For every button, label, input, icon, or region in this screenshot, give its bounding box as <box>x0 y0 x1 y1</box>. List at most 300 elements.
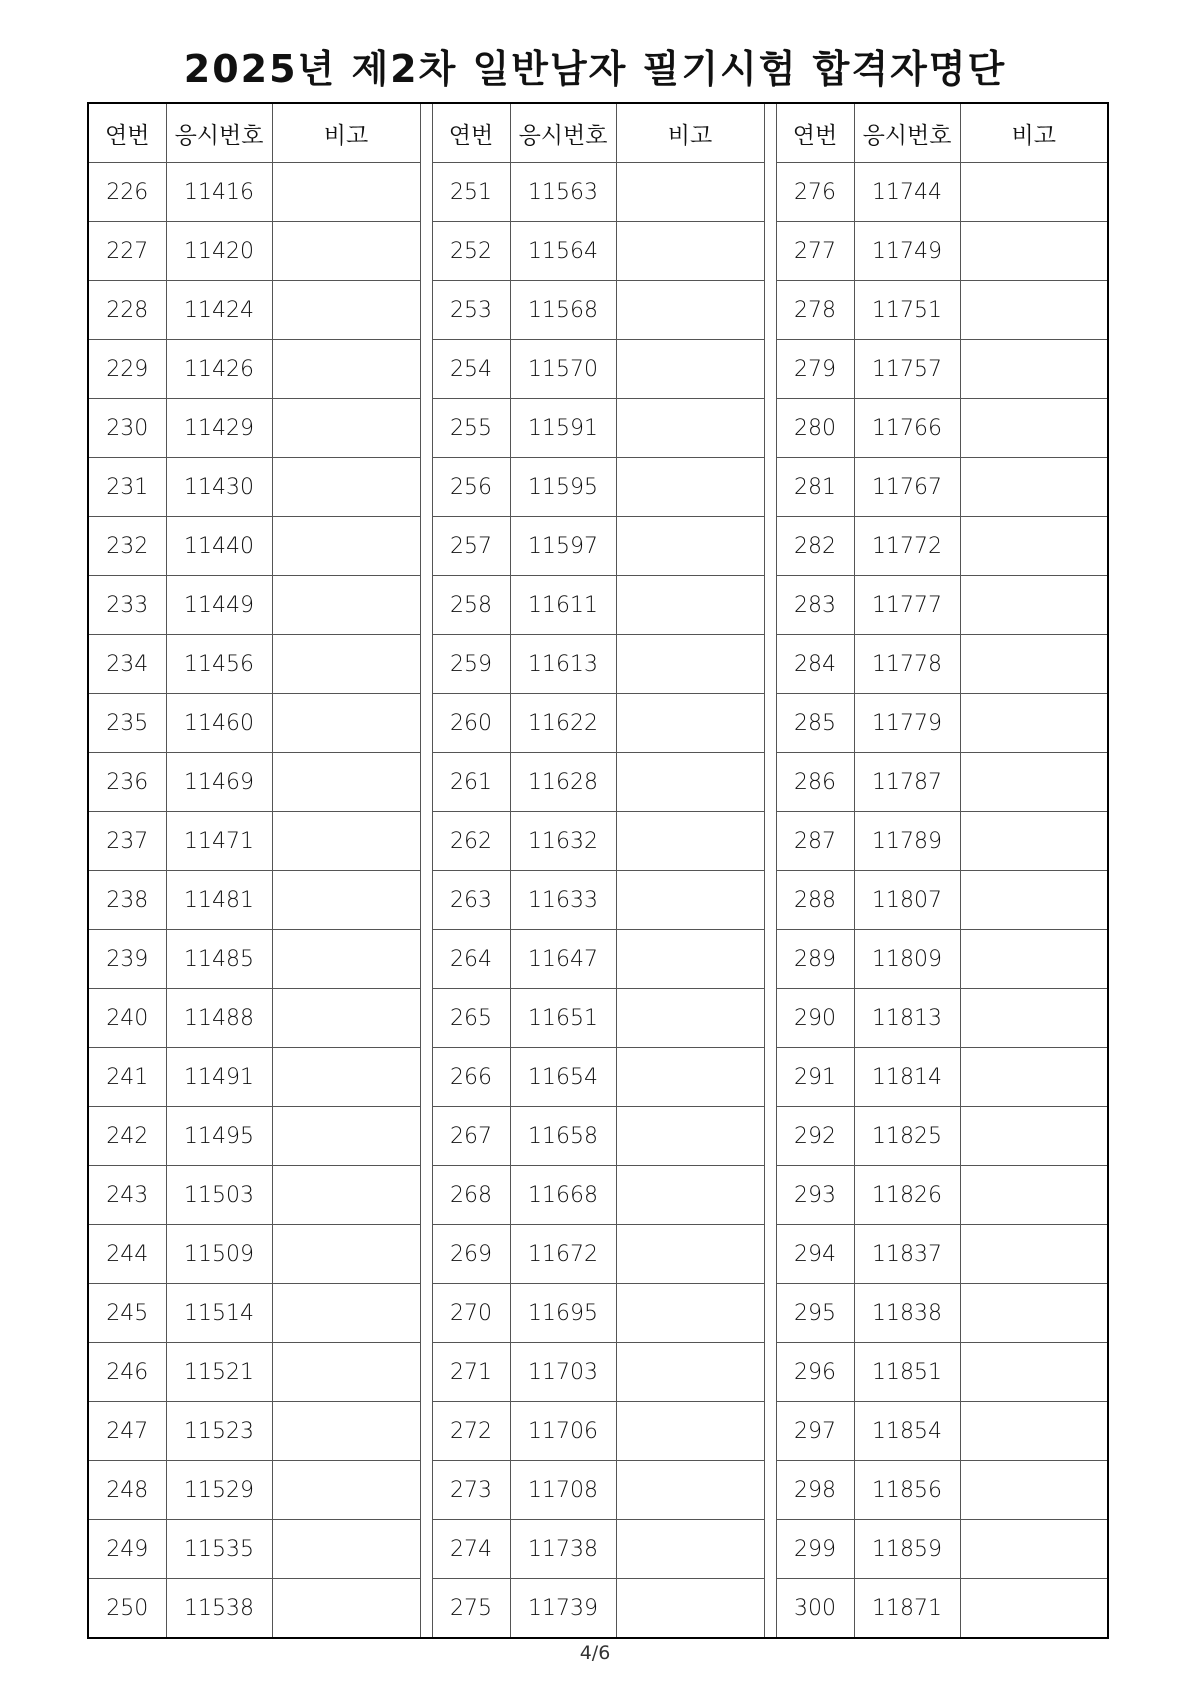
exam-no-cell: 11481 <box>166 871 272 930</box>
exam-no-cell: 11668 <box>510 1166 616 1225</box>
exam-no-cell: 11491 <box>166 1048 272 1107</box>
exam-no-cell: 11416 <box>166 163 272 222</box>
results-table <box>87 102 1109 1639</box>
exam-no-cell: 11837 <box>854 1225 960 1284</box>
seq-cell: 296 <box>776 1343 854 1402</box>
exam-no-cell: 11647 <box>510 930 616 989</box>
exam-no-cell: 11456 <box>166 635 272 694</box>
note-cell <box>616 281 764 340</box>
column-gap <box>420 517 432 576</box>
column-gap <box>764 517 776 576</box>
note-cell <box>960 871 1108 930</box>
note-cell <box>960 1579 1108 1639</box>
note-cell <box>272 812 420 871</box>
seq-cell: 284 <box>776 635 854 694</box>
note-cell <box>960 1284 1108 1343</box>
column-gap <box>764 340 776 399</box>
column-gap <box>420 1520 432 1579</box>
exam-no-cell: 11826 <box>854 1166 960 1225</box>
column-gap <box>764 103 776 163</box>
seq-cell: 262 <box>432 812 510 871</box>
exam-no-cell: 11529 <box>166 1461 272 1520</box>
exam-no-cell: 11429 <box>166 399 272 458</box>
header-note: 비고 <box>616 103 764 163</box>
column-gap <box>420 103 432 163</box>
note-cell <box>272 576 420 635</box>
seq-cell: 264 <box>432 930 510 989</box>
note-cell <box>616 1107 764 1166</box>
column-gap <box>764 989 776 1048</box>
seq-cell: 229 <box>88 340 166 399</box>
note-cell <box>616 753 764 812</box>
column-gap <box>420 281 432 340</box>
seq-cell: 267 <box>432 1107 510 1166</box>
seq-cell: 270 <box>432 1284 510 1343</box>
table-row <box>88 1166 1108 1225</box>
column-gap <box>420 930 432 989</box>
exam-no-cell: 11632 <box>510 812 616 871</box>
seq-cell: 280 <box>776 399 854 458</box>
table-row <box>88 930 1108 989</box>
seq-cell: 259 <box>432 635 510 694</box>
note-cell <box>616 812 764 871</box>
table-row <box>88 871 1108 930</box>
seq-cell: 300 <box>776 1579 854 1639</box>
seq-cell: 292 <box>776 1107 854 1166</box>
exam-no-cell: 11488 <box>166 989 272 1048</box>
seq-cell: 235 <box>88 694 166 753</box>
note-cell <box>616 1402 764 1461</box>
header-note: 비고 <box>960 103 1108 163</box>
exam-no-cell: 11751 <box>854 281 960 340</box>
exam-no-cell: 11430 <box>166 458 272 517</box>
note-cell <box>960 458 1108 517</box>
seq-cell: 263 <box>432 871 510 930</box>
seq-cell: 268 <box>432 1166 510 1225</box>
note-cell <box>616 1166 764 1225</box>
column-gap <box>420 1107 432 1166</box>
exam-no-cell: 11825 <box>854 1107 960 1166</box>
note-cell <box>960 281 1108 340</box>
seq-cell: 237 <box>88 812 166 871</box>
exam-no-cell: 11777 <box>854 576 960 635</box>
note-cell <box>272 1166 420 1225</box>
exam-no-cell: 11449 <box>166 576 272 635</box>
table-row <box>88 989 1108 1048</box>
note-cell <box>616 458 764 517</box>
seq-cell: 285 <box>776 694 854 753</box>
exam-no-cell: 11485 <box>166 930 272 989</box>
header-note: 비고 <box>272 103 420 163</box>
exam-no-cell: 11509 <box>166 1225 272 1284</box>
header-seq: 연번 <box>432 103 510 163</box>
exam-no-cell: 11859 <box>854 1520 960 1579</box>
table-row <box>88 1343 1108 1402</box>
note-cell <box>272 989 420 1048</box>
column-gap <box>764 871 776 930</box>
seq-cell: 234 <box>88 635 166 694</box>
seq-cell: 244 <box>88 1225 166 1284</box>
column-gap <box>764 1520 776 1579</box>
exam-no-cell: 11856 <box>854 1461 960 1520</box>
column-gap <box>764 399 776 458</box>
note-cell <box>960 1166 1108 1225</box>
column-gap <box>764 458 776 517</box>
column-gap <box>764 812 776 871</box>
column-gap <box>764 163 776 222</box>
note-cell <box>272 281 420 340</box>
note-cell <box>616 871 764 930</box>
exam-no-cell: 11809 <box>854 930 960 989</box>
column-gap <box>420 1343 432 1402</box>
exam-no-cell: 11469 <box>166 753 272 812</box>
exam-no-cell: 11424 <box>166 281 272 340</box>
exam-no-cell: 11851 <box>854 1343 960 1402</box>
column-gap <box>420 1225 432 1284</box>
header-exam-no: 응시번호 <box>510 103 616 163</box>
exam-no-cell: 11523 <box>166 1402 272 1461</box>
table-row <box>88 1402 1108 1461</box>
seq-cell: 269 <box>432 1225 510 1284</box>
note-cell <box>616 1579 764 1639</box>
table-row <box>88 1461 1108 1520</box>
note-cell <box>960 812 1108 871</box>
note-cell <box>272 694 420 753</box>
note-cell <box>616 1284 764 1343</box>
exam-no-cell: 11779 <box>854 694 960 753</box>
note-cell <box>960 753 1108 812</box>
exam-no-cell: 11749 <box>854 222 960 281</box>
note-cell <box>272 1461 420 1520</box>
exam-no-cell: 11757 <box>854 340 960 399</box>
note-cell <box>616 399 764 458</box>
note-cell <box>960 222 1108 281</box>
note-cell <box>960 1520 1108 1579</box>
column-gap <box>420 989 432 1048</box>
exam-no-cell: 11420 <box>166 222 272 281</box>
exam-no-cell: 11838 <box>854 1284 960 1343</box>
note-cell <box>616 163 764 222</box>
note-cell <box>272 399 420 458</box>
column-gap <box>764 1284 776 1343</box>
note-cell <box>960 399 1108 458</box>
exam-no-cell: 11613 <box>510 635 616 694</box>
table-row <box>88 635 1108 694</box>
column-gap <box>420 694 432 753</box>
table-row <box>88 694 1108 753</box>
seq-cell: 298 <box>776 1461 854 1520</box>
exam-no-cell: 11597 <box>510 517 616 576</box>
table-row <box>88 812 1108 871</box>
exam-no-cell: 11706 <box>510 1402 616 1461</box>
exam-no-cell: 11703 <box>510 1343 616 1402</box>
seq-cell: 294 <box>776 1225 854 1284</box>
note-cell <box>272 517 420 576</box>
column-gap <box>420 1166 432 1225</box>
seq-cell: 258 <box>432 576 510 635</box>
exam-no-cell: 11503 <box>166 1166 272 1225</box>
page-number: 4/6 <box>579 1642 611 1664</box>
column-gap <box>764 1166 776 1225</box>
note-cell <box>960 576 1108 635</box>
exam-no-cell: 11813 <box>854 989 960 1048</box>
column-gap <box>420 871 432 930</box>
note-cell <box>616 1343 764 1402</box>
note-cell <box>960 1461 1108 1520</box>
note-cell <box>272 458 420 517</box>
column-gap <box>420 1461 432 1520</box>
exam-no-cell: 11807 <box>854 871 960 930</box>
table-row <box>88 1107 1108 1166</box>
column-gap <box>764 930 776 989</box>
seq-cell: 249 <box>88 1520 166 1579</box>
exam-no-cell: 11521 <box>166 1343 272 1402</box>
seq-cell: 291 <box>776 1048 854 1107</box>
table-row <box>88 753 1108 812</box>
note-cell <box>960 1225 1108 1284</box>
exam-no-cell: 11767 <box>854 458 960 517</box>
seq-cell: 257 <box>432 517 510 576</box>
note-cell <box>960 1343 1108 1402</box>
table-row <box>88 517 1108 576</box>
note-cell <box>960 517 1108 576</box>
column-gap <box>764 1048 776 1107</box>
note-cell <box>960 635 1108 694</box>
column-gap <box>420 458 432 517</box>
table-row <box>88 1579 1108 1639</box>
seq-cell: 260 <box>432 694 510 753</box>
header-exam-no: 응시번호 <box>854 103 960 163</box>
column-gap <box>764 1225 776 1284</box>
column-gap <box>764 753 776 812</box>
column-gap <box>420 576 432 635</box>
column-gap <box>764 1461 776 1520</box>
table-row <box>88 1048 1108 1107</box>
note-cell <box>616 1225 764 1284</box>
exam-no-cell: 11595 <box>510 458 616 517</box>
seq-cell: 290 <box>776 989 854 1048</box>
note-cell <box>272 753 420 812</box>
exam-no-cell: 11535 <box>166 1520 272 1579</box>
exam-no-cell: 11814 <box>854 1048 960 1107</box>
table-row <box>88 1225 1108 1284</box>
note-cell <box>960 1107 1108 1166</box>
note-cell <box>960 340 1108 399</box>
seq-cell: 251 <box>432 163 510 222</box>
exam-no-cell: 11871 <box>854 1579 960 1639</box>
exam-no-cell: 11738 <box>510 1520 616 1579</box>
exam-no-cell: 11440 <box>166 517 272 576</box>
table-row <box>88 163 1108 222</box>
exam-no-cell: 11564 <box>510 222 616 281</box>
seq-cell: 240 <box>88 989 166 1048</box>
seq-cell: 278 <box>776 281 854 340</box>
note-cell <box>272 1520 420 1579</box>
exam-no-cell: 11739 <box>510 1579 616 1639</box>
note-cell <box>272 1579 420 1639</box>
seq-cell: 299 <box>776 1520 854 1579</box>
table-row <box>88 1520 1108 1579</box>
seq-cell: 230 <box>88 399 166 458</box>
seq-cell: 287 <box>776 812 854 871</box>
seq-cell: 272 <box>432 1402 510 1461</box>
column-gap <box>764 694 776 753</box>
seq-cell: 254 <box>432 340 510 399</box>
exam-no-cell: 11495 <box>166 1107 272 1166</box>
seq-cell: 231 <box>88 458 166 517</box>
seq-cell: 243 <box>88 1166 166 1225</box>
note-cell <box>960 930 1108 989</box>
note-cell <box>272 163 420 222</box>
seq-cell: 282 <box>776 517 854 576</box>
exam-no-cell: 11708 <box>510 1461 616 1520</box>
note-cell <box>616 576 764 635</box>
seq-cell: 239 <box>88 930 166 989</box>
note-cell <box>272 1048 420 1107</box>
note-cell <box>616 694 764 753</box>
table-row <box>88 1284 1108 1343</box>
seq-cell: 227 <box>88 222 166 281</box>
note-cell <box>960 1048 1108 1107</box>
exam-no-cell: 11471 <box>166 812 272 871</box>
exam-no-cell: 11787 <box>854 753 960 812</box>
seq-cell: 293 <box>776 1166 854 1225</box>
exam-no-cell: 11568 <box>510 281 616 340</box>
column-gap <box>764 1107 776 1166</box>
note-cell <box>616 989 764 1048</box>
note-cell <box>272 222 420 281</box>
seq-cell: 256 <box>432 458 510 517</box>
exam-no-cell: 11628 <box>510 753 616 812</box>
column-gap <box>420 399 432 458</box>
exam-no-cell: 11766 <box>854 399 960 458</box>
note-cell <box>616 635 764 694</box>
seq-cell: 295 <box>776 1284 854 1343</box>
note-cell <box>616 930 764 989</box>
column-gap <box>764 1579 776 1639</box>
seq-cell: 245 <box>88 1284 166 1343</box>
exam-no-cell: 11563 <box>510 163 616 222</box>
seq-cell: 288 <box>776 871 854 930</box>
seq-cell: 253 <box>432 281 510 340</box>
seq-cell: 273 <box>432 1461 510 1520</box>
column-gap <box>764 576 776 635</box>
seq-cell: 289 <box>776 930 854 989</box>
page-title: 2025년 제2차 일반남자 필기시험 합격자명단 <box>183 47 1007 91</box>
column-gap <box>420 1579 432 1639</box>
note-cell <box>272 871 420 930</box>
column-gap <box>420 753 432 812</box>
note-cell <box>616 1520 764 1579</box>
note-cell <box>960 163 1108 222</box>
seq-cell: 275 <box>432 1579 510 1639</box>
exam-no-cell: 11570 <box>510 340 616 399</box>
exam-no-cell: 11651 <box>510 989 616 1048</box>
exam-no-cell: 11622 <box>510 694 616 753</box>
note-cell <box>616 517 764 576</box>
column-gap <box>764 1343 776 1402</box>
column-gap <box>420 1402 432 1461</box>
column-gap <box>764 281 776 340</box>
exam-no-cell: 11460 <box>166 694 272 753</box>
column-gap <box>420 1284 432 1343</box>
note-cell <box>272 930 420 989</box>
seq-cell: 279 <box>776 340 854 399</box>
seq-cell: 255 <box>432 399 510 458</box>
note-cell <box>616 1048 764 1107</box>
seq-cell: 241 <box>88 1048 166 1107</box>
exam-no-cell: 11426 <box>166 340 272 399</box>
column-gap <box>420 812 432 871</box>
exam-no-cell: 11514 <box>166 1284 272 1343</box>
column-gap <box>420 340 432 399</box>
header-seq: 연번 <box>88 103 166 163</box>
exam-no-cell: 11772 <box>854 517 960 576</box>
note-cell <box>960 1402 1108 1461</box>
note-cell <box>272 1107 420 1166</box>
note-cell <box>272 1225 420 1284</box>
note-cell <box>272 340 420 399</box>
seq-cell: 281 <box>776 458 854 517</box>
header-seq: 연번 <box>776 103 854 163</box>
table-row <box>88 458 1108 517</box>
column-gap <box>764 635 776 694</box>
exam-no-cell: 11591 <box>510 399 616 458</box>
seq-cell: 248 <box>88 1461 166 1520</box>
seq-cell: 238 <box>88 871 166 930</box>
table-row <box>88 281 1108 340</box>
exam-no-cell: 11611 <box>510 576 616 635</box>
table-row <box>88 399 1108 458</box>
column-gap <box>764 222 776 281</box>
seq-cell: 286 <box>776 753 854 812</box>
note-cell <box>616 1461 764 1520</box>
seq-cell: 297 <box>776 1402 854 1461</box>
exam-no-cell: 11778 <box>854 635 960 694</box>
exam-no-cell: 11658 <box>510 1107 616 1166</box>
seq-cell: 283 <box>776 576 854 635</box>
seq-cell: 228 <box>88 281 166 340</box>
seq-cell: 232 <box>88 517 166 576</box>
note-cell <box>960 989 1108 1048</box>
exam-no-cell: 11538 <box>166 1579 272 1639</box>
seq-cell: 265 <box>432 989 510 1048</box>
seq-cell: 250 <box>88 1579 166 1639</box>
table-row <box>88 222 1108 281</box>
seq-cell: 246 <box>88 1343 166 1402</box>
table-row <box>88 576 1108 635</box>
note-cell <box>616 222 764 281</box>
seq-cell: 242 <box>88 1107 166 1166</box>
column-gap <box>420 163 432 222</box>
header-exam-no: 응시번호 <box>166 103 272 163</box>
seq-cell: 233 <box>88 576 166 635</box>
exam-no-cell: 11744 <box>854 163 960 222</box>
seq-cell: 252 <box>432 222 510 281</box>
exam-no-cell: 11633 <box>510 871 616 930</box>
column-gap <box>420 1048 432 1107</box>
seq-cell: 274 <box>432 1520 510 1579</box>
seq-cell: 277 <box>776 222 854 281</box>
seq-cell: 271 <box>432 1343 510 1402</box>
seq-cell: 266 <box>432 1048 510 1107</box>
seq-cell: 236 <box>88 753 166 812</box>
exam-no-cell: 11672 <box>510 1225 616 1284</box>
table-row <box>88 340 1108 399</box>
exam-no-cell: 11695 <box>510 1284 616 1343</box>
column-gap <box>764 1402 776 1461</box>
header-row <box>88 103 1108 163</box>
